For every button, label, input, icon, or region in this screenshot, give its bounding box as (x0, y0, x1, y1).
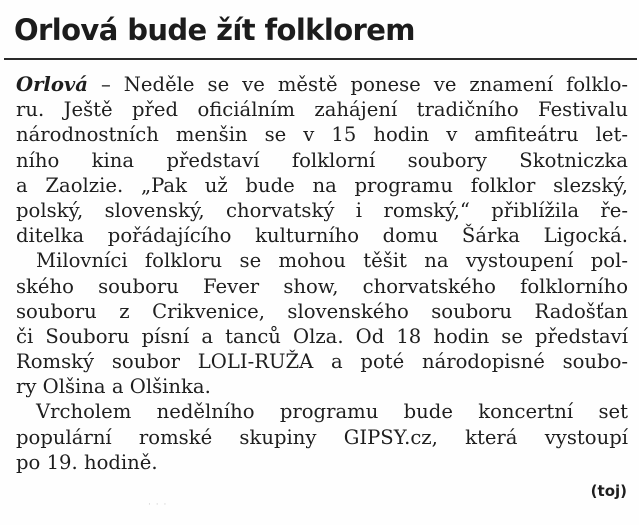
body-line: ru. Ještě před oficiálním zahájení tradičního Festivalu (16, 98, 628, 122)
body-line (16, 72, 628, 97)
body-line: ry Olšina a Olšinka. (16, 375, 211, 399)
body-line: Milovníci folkloru se mohou těšit na vystoupení pol- (36, 249, 628, 273)
body-line: po 19. hodině. (16, 450, 158, 474)
body-line: Vrcholem nedělního programu bude koncertní set (36, 400, 628, 424)
body-line: ského souboru Fever show, chorvatského folklorního (16, 274, 628, 298)
article-dateline: Orlová (16, 73, 88, 96)
body-line: polský, slovenský, chorvatský i romský,“ přiblížila ře- (16, 198, 628, 222)
body-line: národnostních menšin se v 15 hodin v amfiteátru let- (16, 123, 628, 147)
body-line: ditelka pořádajícího kulturního domu Šárka Ligocká. (16, 224, 628, 248)
scan-artifact: · · · (148, 500, 168, 510)
body-line: ního kina představí folklorní soubory Skotniczka (16, 148, 628, 172)
author-credit: (toj) (590, 482, 627, 500)
body-line: souboru z Crikvenice, slovenského souboru Radošťan (16, 299, 628, 323)
body-line: či Souboru písní a tanců Olza. Od 18 hodin se představí (16, 324, 628, 348)
body-line-text: – Neděle se ve městě ponese ve znamení folklo- (87, 73, 628, 96)
body-line: Romský soubor LOLI-RUŽA a poté národopisné soubo- (16, 350, 628, 374)
body-line: populární romské skupiny GIPSY.cz, která vystoupí (16, 425, 628, 449)
article-body (16, 72, 628, 475)
body-line: a Zaolzie. „Pak už bude na programu folklor slezský, (16, 173, 628, 197)
headline-rule (4, 58, 637, 60)
article-headline: Orlová bude žít folklorem (14, 13, 415, 47)
